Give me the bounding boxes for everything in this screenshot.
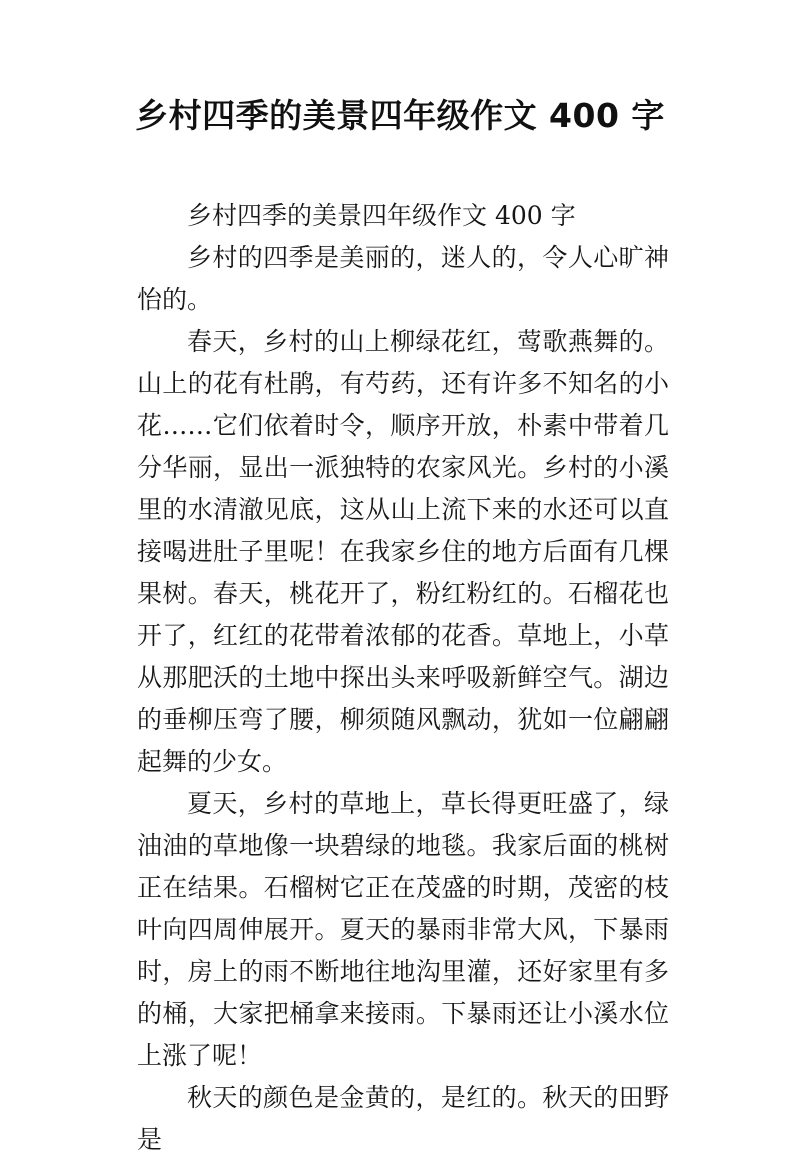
paragraph-autumn: 秋天的颜色是金黄的，是红的。秋天的田野是 bbox=[137, 1083, 669, 1154]
document-title: 乡村四季的美景四年级作文 400 字 bbox=[135, 96, 665, 135]
paragraph-summer: 夏天，乡村的草地上，草长得更旺盛了，绿油油的草地像一块碧绿的地毯。我家后面的桃树正在结果。石榴树它正在茂盛的时期，茂密的枝叶向四周伸展开。夏天的暴雨非常大风，下暴雨时，房上的雨不断地往地沟里灌，还好家里有多的桶，大家把桶拿来接雨。下暴雨还让小溪水位上涨了呢！ bbox=[137, 789, 669, 1070]
paragraph-spring: 春天，乡村的山上柳绿花红，莺歌燕舞的。山上的花有杜鹃，有芍药，还有许多不知名的小花……它们依着时令，顺序开放，朴素中带着几分华丽，显出一派独特的农家风光。乡村的小溪里的水清澈见底，这从山上流下来的水还可以直接喝进肚子里呢！在我家乡住的地方后面有几棵果树。春天，桃花开了，粉红粉红的。石榴花也开了，红红的花带着浓郁的花香。草地上，小草从那肥沃的土地中探出头来呼吸新鲜空气。湖边的垂柳压弯了腰，柳须随风飘动，犹如一位翩翩起舞的少女。 bbox=[137, 327, 669, 776]
document-body bbox=[137, 195, 669, 1161]
paragraph-subtitle: 乡村四季的美景四年级作文 400 字 bbox=[187, 201, 576, 230]
paragraph-intro: 乡村的四季是美丽的，迷人的，令人心旷神怡的。 bbox=[137, 243, 669, 314]
